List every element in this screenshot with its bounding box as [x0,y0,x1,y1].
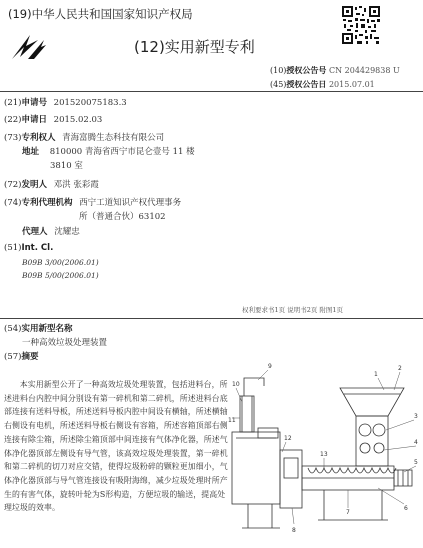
application-number-field [4,96,127,108]
publication-number-code: (10) [270,66,287,75]
qr-code [341,5,381,45]
patent-owner: 青海富腾生态科技有限公司 [62,133,165,143]
apparatus-drawing [228,358,421,536]
callout-4: 4 [414,439,418,446]
filing-date: 2015.02.03 [53,115,103,125]
issuing-office: (19)中华人民共和国国家知识产权局 [8,7,193,21]
claims-summary: 权利要求书1页 说明书2页 附图1页 [242,306,344,314]
callout-11: 11 [228,417,236,424]
field-code: (22) [4,115,22,125]
field-label: 地址 [22,147,40,157]
crusher-housing [356,416,388,466]
section-divider [0,318,423,319]
field-code: (72) [4,180,22,190]
agency-line-2: 所（普通合伙）63102 [79,212,166,222]
callout-8: 8 [292,527,296,534]
second-crusher [373,424,385,436]
abstract-heading [4,350,38,362]
publication-date-label: 授权公告日 [286,80,327,89]
callout-1: 1 [374,371,378,378]
field-label: 发明人 [21,180,47,190]
callout-13: 13 [320,451,328,458]
inventors: 邓洪 张彩霞 [53,180,99,190]
feed-hopper [340,388,404,416]
application-number: 201520075183.3 [53,98,127,108]
ipc-code-1: B09B 3/00(2006.01) [22,258,99,267]
publication-number-row [270,65,400,76]
agency-line-2-row [79,210,166,222]
callout-2: 2 [398,365,402,372]
callout-9: 9 [268,363,272,370]
container-box [280,450,302,508]
callout-10: 10 [232,381,240,388]
field-label: 代理人 [22,227,48,237]
field-label: 专利代理机构 [21,198,73,208]
inventors-field [4,178,99,190]
abstract-text: 本实用新型公开了一种高效垃圾处理装置，包括进料台，所述进料台内腔中间分别设有第一碎机和第二碎机，所述进料台底部连接有送料导板，所述送料导板内腔中间设有横轴，所述横轴右侧设有电机，所述送料导板右侧设有容箱，所述容箱顶部右侧连接有除尘箱，所述除尘箱顶部中间连接有气体净化器，所述气体净化器顶部左侧设有导气管，该高效垃圾处理装置，第一碎机和第二碎机的切刀对应交错，使得垃圾粉碎的颗粒更加细小，气体净化器顶部与导气管连接设有吸附海绵，减少垃圾处理时所产生的有害气体，旋转叶轮为S形构造，方便垃圾的输送，提高处理垃圾的效率。 [4,380,228,513]
patent-office-logo [8,32,48,60]
screw-impeller [308,468,396,473]
field-code: (51) [4,243,22,253]
address-line-1: 810000 青海省西宁市昆仑壹号 11 楼 [49,147,195,157]
publication-number: CN 204429838 U [328,66,400,75]
int-cl-field [4,243,53,253]
document-type: (12)实用新型专利 [134,38,255,56]
utility-model-title: 一种高效垃圾处理装置 [22,338,108,348]
publication-date: 2015.07.01 [328,80,375,89]
callout-7: 7 [346,509,350,516]
agent-field [22,225,80,237]
address-line-2-row [50,159,83,171]
first-crusher [359,424,371,436]
field-label: 申请日 [21,115,47,125]
patent-owner-field [4,131,164,143]
field-label: 摘要 [21,352,39,362]
field-label: 专利权人 [21,133,56,143]
field-code: (73) [4,133,22,143]
publication-number-label: 授权公告号 [286,66,327,75]
address-field [22,145,195,157]
agency-line-1: 西宁工道知识产权代理事务 [79,198,182,208]
air-duct [244,378,264,396]
callout-6: 6 [404,505,408,512]
publication-date-code: (45) [270,80,287,89]
callout-5: 5 [414,459,418,466]
field-code: (74) [4,198,22,208]
callout-3: 3 [414,413,418,420]
field-label: 申请号 [21,98,47,108]
header-divider [0,91,423,92]
field-code: (21) [4,98,22,108]
callout-12: 12 [284,435,292,442]
agency-field [4,196,181,208]
field-label: 实用新型名称 [21,324,73,334]
dust-removal-box [232,432,280,504]
field-label: Int. Cl. [21,243,54,253]
field-code: (54) [4,324,22,334]
field-code: (57) [4,352,22,362]
utility-model-title-heading [4,322,72,334]
publication-date-row [270,79,375,90]
filing-date-field [4,113,102,125]
address-line-2: 3810 室 [50,161,83,171]
ipc-code-2: B09B 5/00(2006.01) [22,271,99,280]
agent: 沈耀忠 [54,227,80,237]
